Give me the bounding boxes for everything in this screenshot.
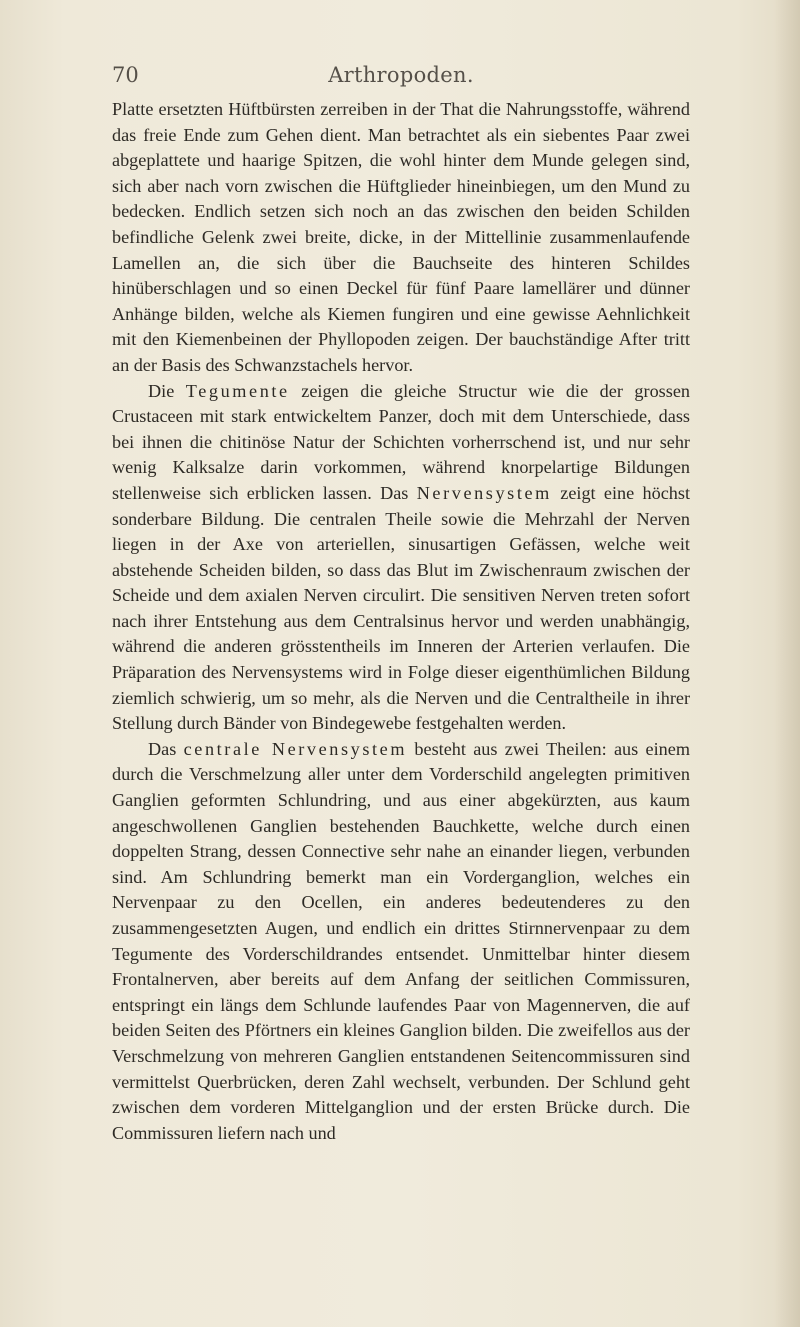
page-header [112,60,690,100]
term-tegumente: Tegumente [185,380,290,401]
term-centrale-nervensystem: centrale Nervensystem [183,738,408,759]
paragraph-3: Das centrale Nervensystem besteht aus zwei Theilen: aus einem durch die Verschmelzung aller unter dem Vorderschild angelegten primitiven Ganglien geformten Schlundring, und aus einer abgekürzten, aus kaum angeschwollenen Ganglien bestehenden Bauchkette, welche durch einen doppelten Strang, dessen Connective sehr nahe an einander liegen, verbunden sind. Am Schlundring bemerkt man ein Vorderganglion, welches ein Nervenpaar zu den Ocellen, ein anderes bedeutenderes zu den zusammengesetzten Augen, und endlich ein drittes Stirnnervenpaar zu dem Tegumente des Vorderschildrandes entsendet. Unmittelbar hinter diesem Frontalnerven, aber bereits auf dem Anfang der seitlichen Commissuren, entspringt ein längs dem Schlunde laufendes Paar von Magennerven, die auf beiden Seiten des Pförtners ein kleines Ganglion bilden. Die zweifellos aus der Verschmelzung von mehreren Ganglien entstandenen Seitencommissuren sind vermittelst Querbrücken, deren Zahl wechselt, verbunden. Der Schlund geht zwischen dem vorderen Mittelganglion und der ersten Brücke durch. Die Commissuren liefern nach und [112,738,690,1143]
paragraph-1: Platte ersetzten Hüftbürsten zerreiben in der That die Nahrungsstoffe, während das freie Ende zum Gehen dient. Man betrachtet als ein siebentes Paar zwei abgeplattete und haarige Spitzen, die wohl hinter dem Munde gelegen sind, sich aber nach vorn zwischen die Hüftglieder hineinbiegen, um den Mund zu bedecken. Endlich setzen sich noch an das zwischen den beiden Schilden befindliche Gelenk zwei breite, dicke, in der Mittellinie zusammenlaufende Lamellen an, die sich über die Bauchseite des hinteren Schildes hinüberschlagen und so einen Deckel für fünf Paare lamellärer und dünner Anhänge bilden, welche als Kiemen fungiren und eine gewisse Aehnlichkeit mit den Kiemenbeinen der Phyllopoden zeigen. Der bauchständige After tritt an der Basis des Schwanzstachels hervor. [112,99,690,375]
page-number: 70 [112,63,139,87]
paragraph-2: Die Tegumente zeigen die gleiche Structur wie die der grossen Crustaceen mit stark entwickeltem Panzer, doch mit dem Unterschiede, dass bei ihnen die chitinöse Natur der Schichten vorherrschend ist, und nur sehr wenig Kalksalze darin vorkommen, während knorpelartige Bildungen stellenweise sich erblicken lassen. Das Nervensystem zeigt eine höchst sonderbare Bildung. Die centralen Theile sowie die Mehrzahl der Nerven liegen in der Axe von arteriellen, sinusartigen Gefässen, welche weit abstehende Scheiden bilden, so dass das Blut im Zwischenraum zwischen der Scheide und dem axialen Nerven circulirt. Die sensitiven Nerven treten sofort nach ihrer Entstehung aus dem Centralsinus hervor und werden unabhängig, während die anderen grösstentheils im Inneren der Arterien verlaufen. Die Präparation des Nervensystems wird in Folge dieser eigenthümlichen Bildung ziemlich schwierig, um so mehr, als die Nerven und die Centraltheile in ihrer Stellung durch Bänder von Bindegewebe festgehalten werden. [112,380,690,734]
page-edge-shadow [774,0,800,1327]
running-title: Arthropoden. [328,63,474,87]
body-text [112,97,690,1146]
term-nervensystem: Nervensystem [416,482,552,503]
